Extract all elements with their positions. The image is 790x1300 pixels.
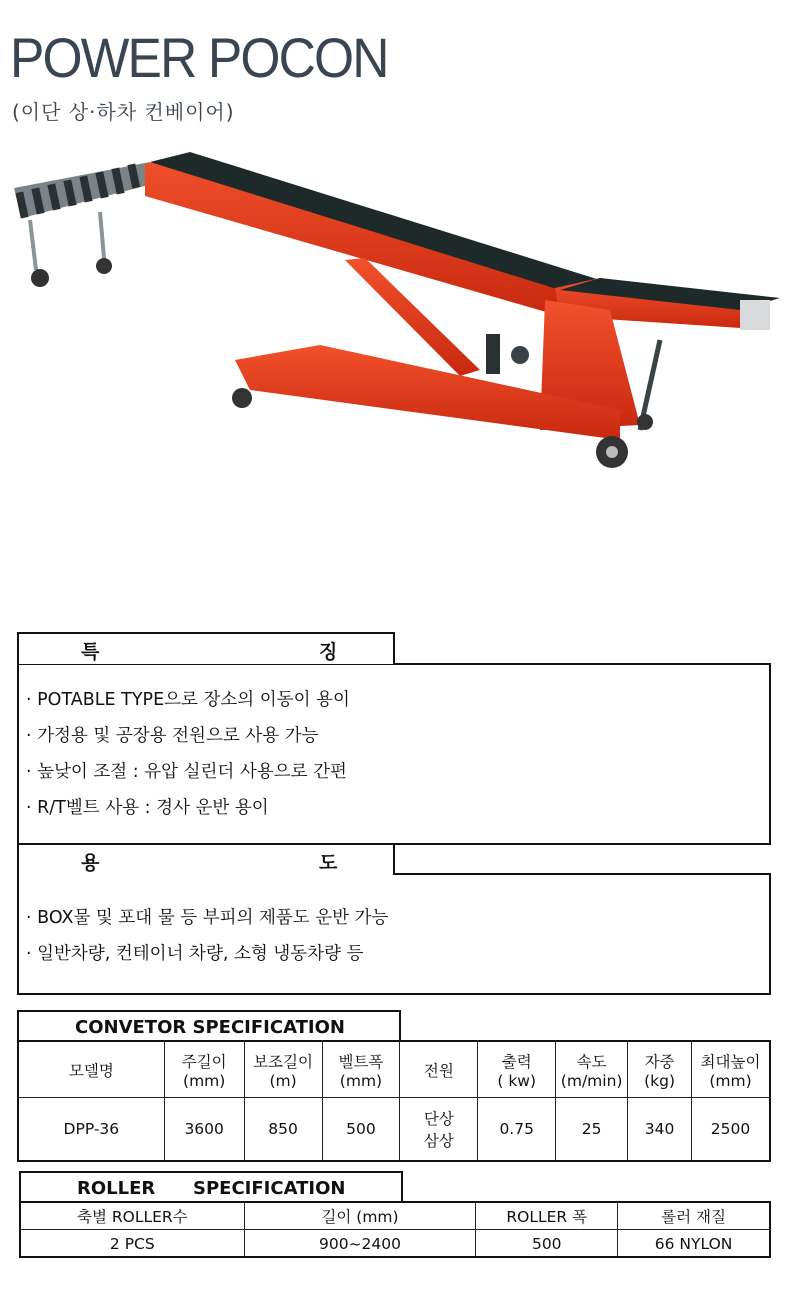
roller-spec-table: [20, 1202, 770, 1258]
header-cell: 출력 ( kw): [478, 1042, 556, 1098]
cell-main-length: 3600: [164, 1098, 244, 1161]
roller-spec-title-b: SPECIFICATION: [193, 1178, 346, 1199]
header-cell: 보조길이 (m): [244, 1042, 322, 1098]
roller-extension: [14, 162, 160, 287]
table-row: [21, 1230, 770, 1258]
header-cell: 모델명: [19, 1042, 165, 1098]
list-item: · 일반차량, 컨테이너 차량, 소형 냉동차량 등: [26, 944, 364, 964]
header-cell: 축별 ROLLER수: [21, 1203, 245, 1230]
list-item: · POTABLE TYPE으로 장소의 이동이 용이: [26, 690, 350, 710]
cell-material: 66 NYLON: [618, 1230, 770, 1258]
belt-conveyor-illustration: [0, 140, 790, 480]
page-subtitle: (이단 상·하차 컨베이어): [12, 100, 235, 124]
header-cell: 주길이 (mm): [164, 1042, 244, 1098]
header-cell: 전원: [400, 1042, 478, 1098]
cell-roller-width: 500: [476, 1230, 618, 1258]
page-title: POWER POCON: [10, 26, 388, 89]
table-header-row: [21, 1203, 770, 1230]
list-item: · R/T벨트 사용 : 경사 운반 용이: [26, 798, 269, 818]
cell-weight: 340: [628, 1098, 692, 1161]
table-header-row: [19, 1042, 770, 1098]
conveyor-spec-title: CONVETOR SPECIFICATION: [75, 1017, 345, 1038]
header-cell: 길이 (mm): [244, 1203, 476, 1230]
cell-roller-count: 2 PCS: [21, 1230, 245, 1258]
roller-spec-tab: [19, 1171, 403, 1203]
list-item: · 가정용 및 공장용 전원으로 사용 가능: [26, 726, 319, 746]
header-cell: ROLLER 폭: [476, 1203, 618, 1230]
conveyor-spec-table: [18, 1041, 770, 1161]
usage-label-right: 도: [319, 852, 338, 874]
cell-output: 0.75: [478, 1098, 556, 1161]
cell-power: 단상 삼상: [400, 1098, 478, 1161]
cell-model: DPP-36: [19, 1098, 165, 1161]
table-row: [19, 1098, 770, 1161]
cell-max-height: 2500: [692, 1098, 770, 1161]
features-tab: [17, 632, 395, 664]
conveyor-spec-tab: [17, 1010, 401, 1042]
usage-list: [26, 900, 388, 972]
header-cell: 속도 (m/min): [556, 1042, 628, 1098]
cell-belt-width: 500: [322, 1098, 400, 1161]
list-item: · 높낮이 조절 : 유압 실린더 사용으로 간편: [26, 762, 347, 782]
header-cell: 롤러 재질: [618, 1203, 770, 1230]
cell-speed: 25: [556, 1098, 628, 1161]
belt-frame: [145, 152, 780, 468]
features-label-right: 징: [319, 641, 338, 663]
list-item: · BOX물 및 포대 물 등 부피의 제품도 운반 가능: [26, 908, 389, 928]
features-list: [26, 682, 350, 826]
cell-length: 900~2400: [244, 1230, 476, 1258]
features-label-left: 특: [81, 641, 100, 663]
header-cell: 자중 (kg): [628, 1042, 692, 1098]
usage-tab: [17, 843, 395, 875]
cell-aux-length: 850: [244, 1098, 322, 1161]
header-cell: 벨트폭 (mm): [322, 1042, 400, 1098]
roller-spec-title-a: ROLLER: [77, 1178, 156, 1199]
usage-label-left: 용: [81, 852, 100, 874]
header-cell: 최대높이 (mm): [692, 1042, 770, 1098]
